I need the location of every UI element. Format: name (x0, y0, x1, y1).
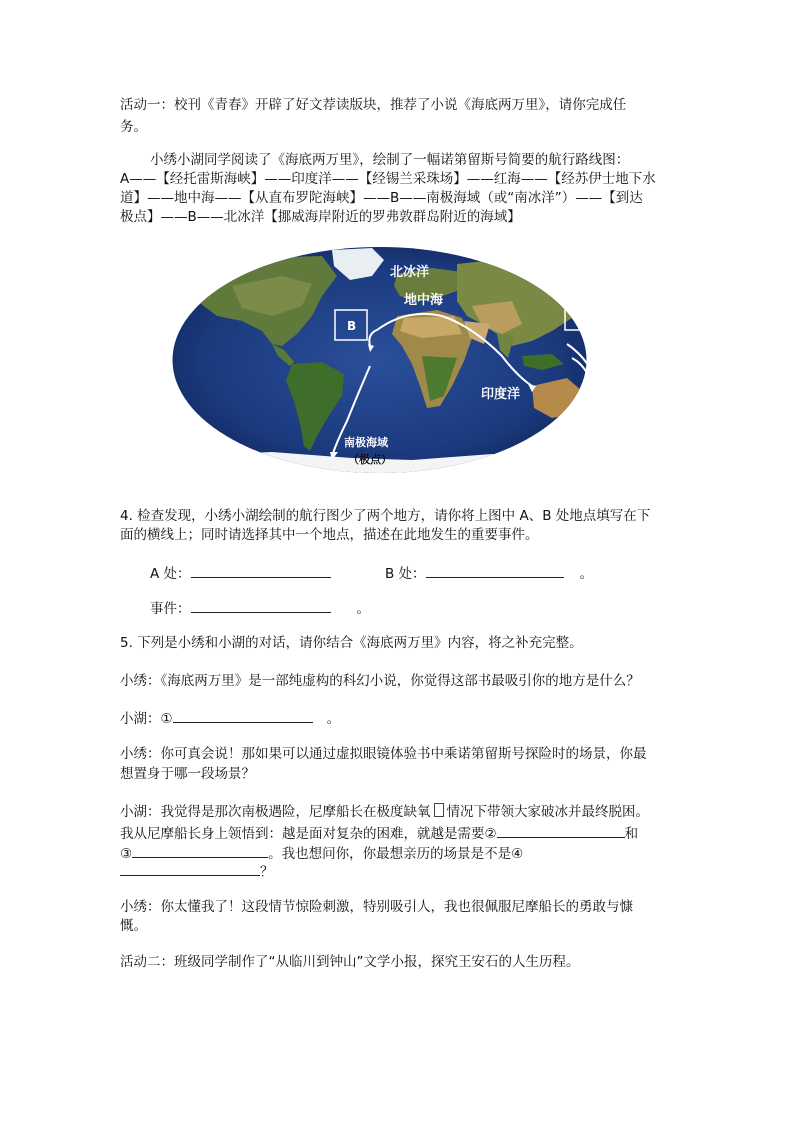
q4-a-blank[interactable] (191, 563, 331, 578)
q5-dialogue-4-line1 (120, 803, 649, 821)
q4-a-row (150, 563, 331, 583)
q5-dialogue-4-line3 (120, 843, 523, 863)
activity1-line1: 活动一：校刊《青春》开辟了好文荐读版块，推荐了小说《海底两万里》，请你完成任 (120, 97, 627, 113)
q5-blank-1[interactable] (173, 708, 313, 723)
q5-dialogue-5-line2: 慨。 (120, 918, 147, 934)
q5-dialogue-2 (120, 708, 340, 728)
q4-b-end: 。 (579, 566, 594, 582)
label-indian-ocean: 印度洋 (481, 387, 521, 402)
q5-dialogue-3-line2: 想置身于哪一段场景？ (120, 766, 255, 782)
q5-d2-end: 。 (326, 711, 341, 727)
q4-line2: 面的横线上；同时请选择其中一个地点，描述在此地发生的重要事件。 (120, 527, 539, 543)
route-intro-line2: A——【经托雷斯海峡】——印度洋——【经锡兰采珠场】——红海——【经苏伊士地下水 (120, 171, 656, 187)
q5-d4-line3-mid: 。我也想问你，你最想亲历的场景是不是④ (268, 846, 524, 862)
world-map (172, 246, 587, 474)
q4-event-end: 。 (356, 601, 370, 617)
label-pole: （极点） (348, 453, 392, 466)
q5-dialogue-5-line1: 小绣：你太懂我了！这段情节惊险刺激，特别吸引人，我也很佩服尼摩船长的勇敢与慷 (120, 899, 633, 915)
route-intro-line4: 极点】——B——北冰洋【挪威海岸附近的罗弗敦群岛附近的海域】 (120, 209, 521, 225)
q4-line1: 4. 检查发现，小绣小湖绘制的航行图少了两个地方，请你将上图中 A、B 处地点填写在下 (120, 508, 651, 524)
q4-event-blank[interactable] (191, 598, 331, 613)
q5-dialogue-4-line2 (120, 823, 638, 843)
world-map-figure (172, 246, 587, 474)
q5-d4-line2-prefix: 我从尼摩船长身上领悟到：越是面对复杂的困难，就越是需要② (120, 826, 497, 842)
q5-blank-3[interactable] (132, 843, 268, 858)
q5-d4-line3-prefix: ③ (120, 846, 133, 862)
q4-event-label: 事件： (150, 601, 191, 617)
q4-a-label: A 处： (150, 566, 191, 582)
q5-d4-line1: 小湖：我觉得是那次南极遇险，尼摩船长在极度缺氧 (120, 804, 431, 820)
activity1-line2: 务。 (120, 119, 147, 135)
q5-blank-2[interactable] (497, 823, 625, 838)
q5-intro: 5. 下列是小绣和小湖的对话，请你结合《海底两万里》内容，将之补充完整。 (120, 635, 583, 651)
activity2-line1: 活动二：班级同学制作了“从临川到钟山”文学小报，探究王安石的人生历程。 (120, 954, 580, 970)
route-intro-line1: 小绣小湖同学阅读了《海底两万里》，绘制了一幅诺第留斯号简要的航行路线图： (150, 152, 630, 168)
label-arctic-ocean: 北冰洋 (390, 265, 430, 280)
q5-d4-line2-suffix: 和 (624, 826, 639, 842)
q4-b-label: B 处： (385, 566, 426, 582)
q5-dialogue-1: 小绣：《海底两万里》是一部纯虚构的科幻小说，你觉得这部书最吸引你的地方是什么？ (120, 673, 640, 689)
q5-d4-line1-cont: 情况下带领大家破冰并最终脱困。 (446, 804, 649, 820)
q5-dialogue-3-line1: 小绣：你可真会说！那如果可以通过虚拟眼镜体验书中乘诺第留斯号探险时的场景，你最 (120, 746, 647, 762)
q5-d2-prefix: 小湖：① (120, 711, 173, 727)
q5-blank-4[interactable] (120, 861, 260, 876)
q5-dialogue-4-line4 (120, 861, 274, 881)
q5-d4-line4-end: ？ (260, 864, 274, 880)
route-intro-line3: 道】——地中海——【从直布罗陀海峡】——B——南极海域（或“南冰洋”）——【到达 (120, 190, 643, 206)
label-mediterranean: 地中海 (404, 293, 444, 308)
q4-b-row (385, 563, 593, 583)
box-b-label: B (347, 319, 357, 333)
q4-b-blank[interactable] (426, 563, 564, 578)
q4-event-row (150, 598, 370, 618)
label-antarctic: 南极海域 (344, 436, 388, 449)
box-a-label: A (574, 309, 584, 323)
missing-glyph-box (434, 803, 444, 817)
